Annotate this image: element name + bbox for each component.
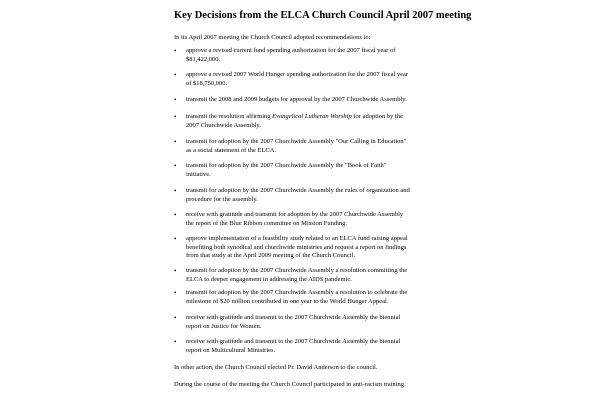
list-item-text [186, 267, 444, 284]
list-item-text [186, 47, 444, 64]
list-item-line: milestone of $20 million contributed in one year to the World Hunger Appeal. [186, 297, 389, 305]
list-item-text [186, 289, 444, 306]
document-title: Key Decisions from the ELCA Church Council April 2007 meeting [174, 10, 472, 21]
list-item-line: from that study at the April 2009 meeting of the Church Council. [186, 252, 355, 259]
council-election-paragraph: In other action, the Church Council elected Pr. David Anderson to the council. [174, 364, 378, 371]
list-item-text-post: for adoption by the [351, 113, 404, 120]
list-item-text [186, 314, 444, 331]
list-item-line: as a social statement of the ELCA. [186, 146, 277, 154]
list-item-line: transmit for adoption by the 2007 Churchwide Assembly the rules of organization and [186, 187, 410, 194]
list-item [174, 96, 444, 105]
worship-book-title: Evangelical Lutheran Worship [272, 113, 352, 120]
list-item-text-pre: transmit the resolution affirming [186, 113, 273, 120]
bullet-icon: • [174, 138, 177, 146]
list-item [174, 162, 444, 179]
list-item-line: report on Justice for Women. [186, 322, 262, 330]
bullet-icon: • [174, 96, 177, 104]
bullet-icon: • [174, 113, 177, 121]
list-item [174, 289, 444, 306]
bullet-icon: • [174, 47, 177, 55]
bullet-icon: • [174, 211, 177, 219]
list-item [174, 71, 444, 88]
list-item-line: transmit the 2008 and 2009 budgets for approval by the 2007 Churchwide Assembly. [186, 96, 407, 103]
bullet-icon: • [174, 235, 177, 243]
list-item-line: receive with gratitude and transmit to the 2007 Churchwide Assembly the biennial [186, 314, 401, 321]
list-item-line: 2007 Churchwide Assembly. [186, 121, 261, 129]
list-item-line: approve a revised current fund spending authorization for the 2007 fiscal year of [186, 47, 396, 54]
list-item-line: the report of the Blue Ribbon committee on Mission Funding. [186, 219, 348, 227]
list-item-line: of $18,750,000. [186, 79, 228, 87]
list-item-line: receive with gratitude and transmit to the 2007 Churchwide Assembly the biennial [186, 338, 401, 345]
list-item-line [186, 113, 444, 122]
list-item-line: ELCA to deeper engagement in addressing the AIDS pandemic. [186, 275, 352, 283]
list-item-text [186, 96, 444, 105]
bullet-icon: • [174, 314, 177, 322]
list-item-line: transmit for adoption by the 2007 Churchwide Assembly a resolution committing the [186, 267, 408, 274]
list-item [174, 235, 444, 261]
list-item-line: initiative. [186, 170, 211, 178]
bullet-icon: • [174, 187, 177, 195]
list-item [174, 211, 444, 228]
bullet-icon: • [174, 289, 177, 297]
list-item-text [186, 162, 444, 179]
bullet-icon: • [174, 267, 177, 275]
list-item-text [186, 338, 444, 355]
list-item [174, 267, 444, 284]
list-item [174, 47, 444, 64]
list-item-text [186, 71, 444, 88]
bullet-icon: • [174, 71, 177, 79]
list-item-line: receive with gratitude and transmit for adoption by the 2007 Churchwide Assembly [186, 211, 404, 218]
list-item-text [186, 113, 444, 130]
list-item-line: approve a revised 2007 World Hunger spending authorization for the 2007 fiscal year [186, 71, 409, 78]
list-item-line: transmit for adoption by the 2007 Churchwide Assembly the "Book of Faith" [186, 162, 387, 169]
list-item-line: approve implementation of a feasibility study related to an ELCA fund raising appeal [186, 235, 408, 242]
list-item-line: transmit for adoption by the 2007 Churchwide Assembly "Our Calling in Education" [186, 138, 407, 145]
intro-paragraph: In its April 2007 meeting the Church Council adopted recommendations to: [174, 34, 371, 41]
list-item-text [186, 211, 444, 228]
list-item-line: $81,422,000. [186, 55, 221, 63]
bullet-icon: • [174, 338, 177, 346]
list-item [174, 338, 444, 355]
list-item-text [186, 138, 444, 155]
list-item [174, 187, 444, 204]
list-item [174, 314, 444, 331]
list-item-line: procedure for the assembly. [186, 195, 258, 203]
list-item-line: report on Multicultural Ministries. [186, 346, 276, 354]
list-item [174, 113, 444, 130]
anti-racism-training-paragraph: During the course of the meeting the Church Council participated in anti-racism training. [174, 381, 406, 388]
list-item [174, 138, 444, 155]
list-item-text [186, 235, 444, 261]
list-item-line: benefiting both synodical and churchwide ministries and request a report on findings [186, 243, 407, 251]
list-item-text [186, 187, 444, 204]
list-item-line: transmit for adoption by the 2007 Churchwide Assembly a resolution to celebrate the [186, 289, 408, 296]
bullet-icon: • [174, 162, 177, 170]
